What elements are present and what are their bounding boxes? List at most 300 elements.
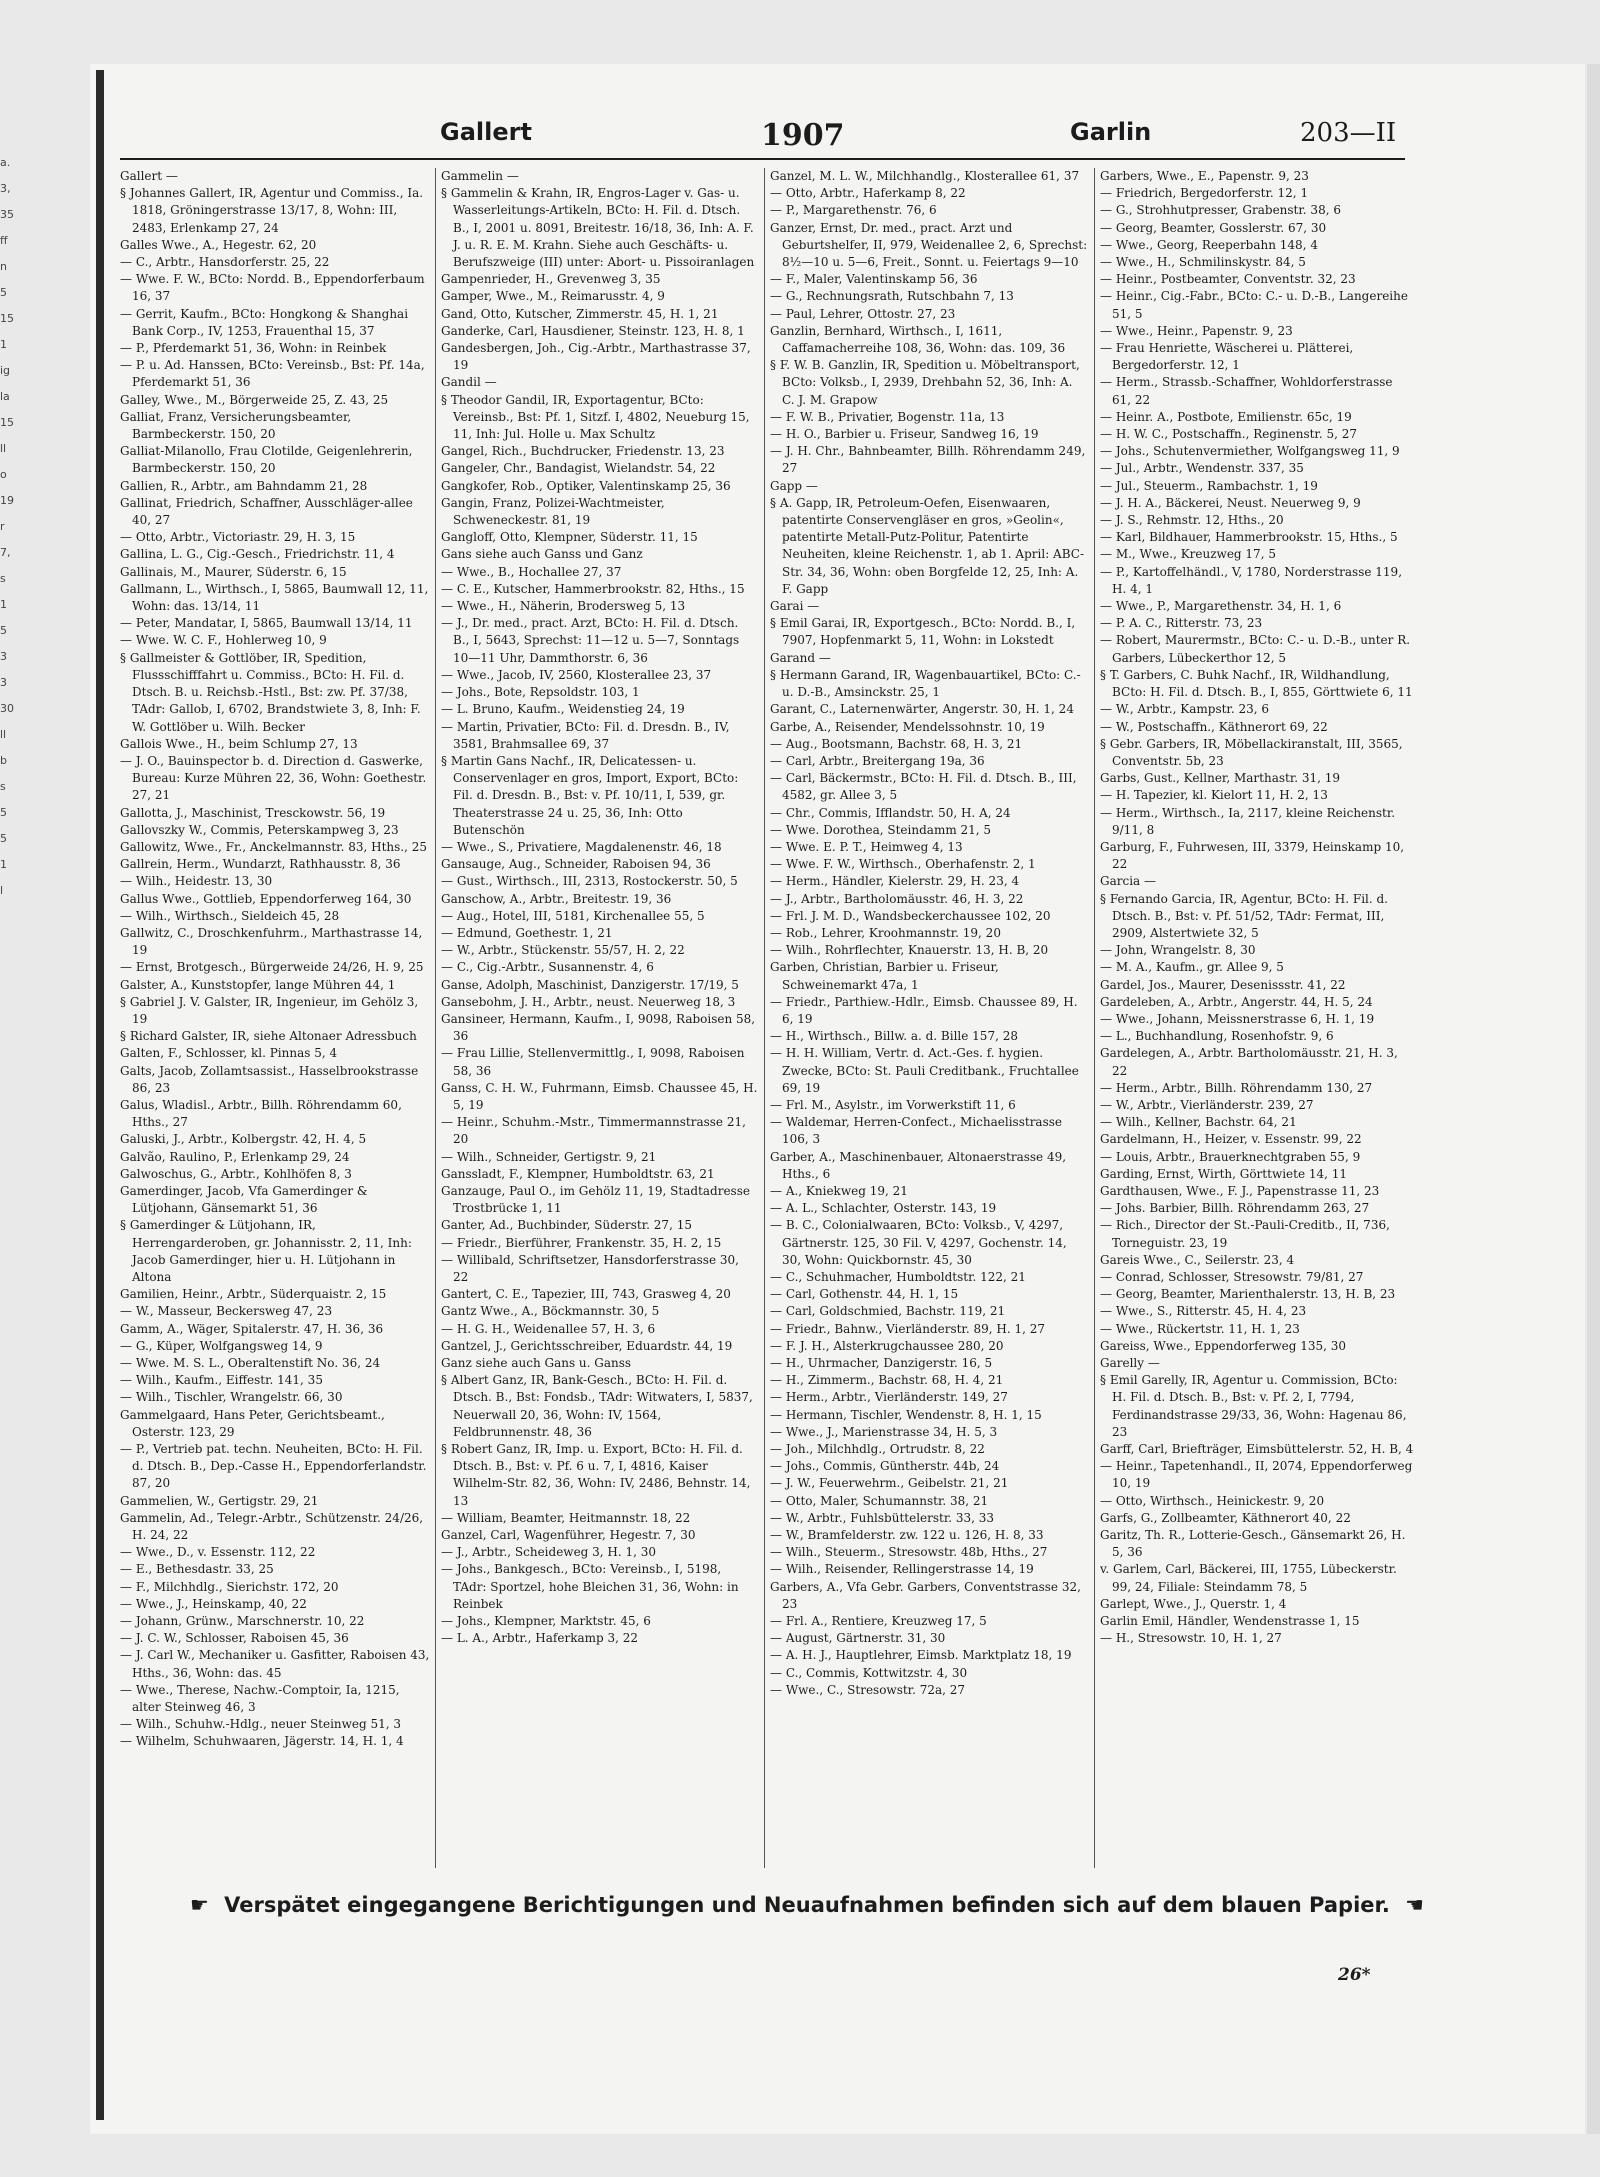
column-divider <box>435 168 436 1868</box>
margin-fragment: 5 <box>0 806 7 819</box>
directory-entry: Gallien, R., Arbtr., am Bahndamm 21, 28 <box>120 478 368 493</box>
directory-entry: — Wilh., Schuhw.-Hdlg., neuer Steinweg 51, 3 <box>120 1717 402 1732</box>
directory-entry: — Robert, Maurermstr., BCto: C.- u. D.-B., unter R. Garbers, Lübeckerthor 12, 5 <box>1100 633 1411 665</box>
margin-fragment: 3 <box>0 650 7 663</box>
directory-entry: Garding, Ernst, Wirth, Görttwiete 14, 11 <box>1100 1166 1348 1181</box>
facing-page-margin <box>0 150 20 1900</box>
directory-entry: — J. H. A., Bäckerei, Neust. Neuerweg 9, 9 <box>1100 495 1361 510</box>
directory-entry: — Karl, Bildhauer, Hammerbrookstr. 15, Hths., 5 <box>1100 530 1398 545</box>
directory-entry: Garff, Carl, Briefträger, Eimsbüttelerstr. 52, H. B, 4 <box>1100 1442 1414 1457</box>
directory-entry: Galvão, Raulino, P., Erlenkamp 29, 24 <box>120 1149 350 1164</box>
directory-entry: — Otto, Maler, Schumannstr. 38, 21 <box>770 1493 989 1508</box>
directory-entry: Ganssladt, F., Klempner, Humboldtstr. 63, 21 <box>441 1166 715 1181</box>
directory-entry: — P., Pferdemarkt 51, 36, Wohn: in Reinbek <box>120 341 387 356</box>
directory-entry: — Carl, Goldschmied, Bachstr. 119, 21 <box>770 1304 1006 1319</box>
directory-entry: — Wilh., Steuerm., Stresowstr. 48b, Hths., 27 <box>770 1545 1048 1560</box>
directory-entry: Ganter, Ad., Buchbinder, Süderstr. 27, 15 <box>441 1218 692 1233</box>
directory-entry: v. Garlem, Carl, Bäckerei, III, 1755, Lübeckerstr. 99, 24, Filiale: Steindamm 78, 5 <box>1100 1562 1397 1594</box>
directory-entry: — Wwe., H., Näherin, Brodersweg 5, 13 <box>441 599 686 614</box>
directory-entry: — Heinr., Postbeamter, Conventstr. 32, 23 <box>1100 272 1356 287</box>
directory-entry: — Wwe., D., v. Essenstr. 112, 22 <box>120 1545 316 1560</box>
directory-entry: — H., Zimmerm., Bachstr. 68, H. 4, 21 <box>770 1373 1004 1388</box>
directory-entry: Galten, F., Schlosser, kl. Pinnas 5, 4 <box>120 1046 338 1061</box>
directory-entry: — Wwe., P., Margarethenstr. 34, H. 1, 6 <box>1100 599 1342 614</box>
directory-entry: — M., Wwe., Kreuzweg 17, 5 <box>1100 547 1276 562</box>
directory-entry: Gallinais, M., Maurer, Süderstr. 6, 15 <box>120 564 347 579</box>
directory-entry: — Jul., Steuerm., Rambachstr. 1, 19 <box>1100 478 1318 493</box>
directory-entry: Ganss, C. H. W., Fuhrmann, Eimsb. Chaussee 45, H. 5, 19 <box>441 1080 758 1112</box>
directory-entry: — Joh., Milchhdlg., Ortrudstr. 8, 22 <box>770 1442 985 1457</box>
directory-entry: — Herm., Arbtr., Vierländerstr. 149, 27 <box>770 1390 1008 1405</box>
directory-entry: Gandesbergen, Joh., Cig.-Arbtr., Marthastrasse 37, 19 <box>441 341 751 373</box>
directory-entry: — H. G. H., Weidenallee 57, H. 3, 6 <box>441 1321 656 1336</box>
directory-entry: Gardeleben, A., Arbtr., Angerstr. 44, H. 5, 24 <box>1100 994 1373 1009</box>
directory-entry: — J. Carl W., Mechaniker u. Gasfitter, Raboisen 43, Hths., 36, Wohn: das. 45 <box>120 1648 430 1680</box>
directory-entry: — Otto, Wirthsch., Heinickestr. 9, 20 <box>1100 1493 1325 1508</box>
column-divider <box>764 168 765 1868</box>
firm-entry: § Emil Garelly, IR, Agentur u. Commission, BCto: H. Fil. d. Dtsch. B., Bst: v. Pf. 2, I, 7794, Ferdinandstrasse 29/33, 36, Wohn: Hagenau 86, 23 <box>1100 1373 1407 1439</box>
directory-entry: — Georg, Beamter, Marienthalerstr. 13, H. B, 23 <box>1100 1287 1396 1302</box>
directory-entry: — P. u. Ad. Hanssen, BCto: Vereinsb., Bst: Pf. 14a, Pferdemarkt 51, 36 <box>120 358 425 390</box>
directory-entry: — Wilh., Rohrflechter, Knauerstr. 13, H. B, 20 <box>770 943 1049 958</box>
directory-entry: — C., Cig.-Arbtr., Susannenstr. 4, 6 <box>441 960 654 975</box>
directory-entry: Galus, Wladisl., Arbtr., Billh. Röhrendamm 60, Hths., 27 <box>120 1097 402 1130</box>
directory-entry: Gans siehe auch Ganss und Ganz <box>441 547 643 562</box>
margin-fragment: 5 <box>0 832 7 845</box>
directory-entry: — Wwe. E. P. T., Heimweg 4, 13 <box>770 839 963 854</box>
directory-entry: — Carl, Gothenstr. 44, H. 1, 15 <box>770 1287 959 1302</box>
directory-entry: Gallert — <box>120 169 178 183</box>
directory-entry: Garbers, Wwe., E., Papenstr. 9, 23 <box>1100 169 1309 183</box>
firm-entry: § Gabriel J. V. Galster, IR, Ingenieur, im Gehölz 3, 19 <box>120 994 419 1026</box>
directory-entry: Gallovszky W., Commis, Peterskampweg 3, 23 <box>120 822 399 837</box>
directory-entry: — Johs., Klempner, Marktstr. 45, 6 <box>441 1614 651 1629</box>
directory-entry: Galliat-Milanollo, Frau Clotilde, Geigenlehrerin, Barmbeckerstr. 150, 20 <box>120 444 413 476</box>
margin-fragment: 19 <box>0 494 14 507</box>
directory-entry: Gamm, A., Wäger, Spitalerstr. 47, H. 36, 36 <box>120 1321 384 1336</box>
directory-entry: — F., Maler, Valentinskamp 56, 36 <box>770 272 978 287</box>
directory-entry: — J. H. Chr., Bahnbeamter, Billh. Röhrendamm 249, 27 <box>770 444 1086 476</box>
directory-entry: — Otto, Arbtr., Victoriastr. 29, H. 3, 15 <box>120 530 356 545</box>
directory-entry: Gallotta, J., Maschinist, Tresckowstr. 56, 19 <box>120 805 386 820</box>
directory-entry: — Wilh., Heidestr. 13, 30 <box>120 874 273 889</box>
directory-entry: — W., Postschaffn., Käthnerort 69, 22 <box>1100 719 1328 734</box>
directory-entry: — J., Arbtr., Scheideweg 3, H. 1, 30 <box>441 1545 657 1560</box>
directory-entry: Gammelin, Ad., Telegr.-Arbtr., Schützenstr. 24/26, H. 24, 22 <box>120 1510 424 1543</box>
directory-entry: Gallmann, L., Wirthsch., I, 5865, Baumwall 12, 11, Wohn: das. 13/14, 11 <box>120 581 429 614</box>
directory-entry: — P., Vertrieb pat. techn. Neuheiten, BCto: H. Fil. d. Dtsch. B., Dep.-Casse H., Eppendorferlandstr. 87, 20 <box>120 1442 427 1491</box>
margin-fragment: 1 <box>0 858 7 871</box>
directory-entry: — Johs., Bote, Repsoldstr. 103, 1 <box>441 685 640 700</box>
header-last-name: Garlin <box>1070 118 1152 146</box>
directory-entry: — Friedr., Parthiew.-Hdlr., Eimsb. Chaussee 89, H. 6, 19 <box>770 994 1078 1026</box>
directory-entry: — Wwe. M. S. L., Oberaltenstift No. 36, 24 <box>120 1356 381 1371</box>
margin-fragment: 3, <box>0 182 11 195</box>
firm-entry: § Richard Galster, IR, siehe Altonaer Adressbuch <box>120 1029 417 1044</box>
signature-mark: 26* <box>1338 1965 1371 1985</box>
firm-entry: § F. W. B. Ganzlin, IR, Spedition u. Möbeltransport, BCto: Volksb., I, 2939, Drehbahn 52, 36, Inh: A. C. J. M. Grapow <box>770 358 1080 407</box>
directory-entry: Gallus Wwe., Gottlieb, Eppendorferweg 164, 30 <box>120 891 412 906</box>
directory-entry: — Otto, Arbtr., Haferkamp 8, 22 <box>770 186 966 201</box>
directory-entry: Ganschow, A., Arbtr., Breitestr. 19, 36 <box>441 891 672 906</box>
directory-entry: — Waldemar, Herren-Confect., Michaelisstrasse 106, 3 <box>770 1115 1063 1147</box>
directory-entry: Gammelien, W., Gertigstr. 29, 21 <box>120 1493 319 1508</box>
directory-entry: — J., Dr. med., pract. Arzt, BCto: H. Fil. d. Dtsch. B., I, 5643, Sprechst: 11—12 u. 5—7, Sonntags 10—11 Uhr, Dammthorstr. 6, 36 <box>441 616 740 665</box>
directory-entry: Garbs, Gust., Kellner, Marthastr. 31, 19 <box>1100 771 1341 786</box>
directory-entry: Gallrein, Herm., Wundarzt, Rathhausstr. 8, 36 <box>120 857 401 872</box>
directory-entry: — Conrad, Schlosser, Stresowstr. 79/81, 27 <box>1100 1270 1364 1284</box>
directory-entry: Gardelegen, A., Arbtr. Bartholomäusstr. 21, H. 3, 22 <box>1100 1046 1398 1078</box>
directory-entry: — Carl, Arbtr., Breitergang 19a, 36 <box>770 753 985 768</box>
directory-entry: — Wwe., Therese, Nachw.-Comptoir, Ia, 1215, alter Steinweg 46, 3 <box>120 1682 400 1715</box>
directory-entry: — Johs., Commis, Güntherstr. 44b, 24 <box>770 1459 1000 1474</box>
directory-entry: — L. A., Arbtr., Haferkamp 3, 22 <box>441 1631 639 1646</box>
directory-entry: Gangloff, Otto, Klempner, Süderstr. 11, 15 <box>441 530 698 545</box>
directory-entry: Garelly — <box>1100 1356 1160 1371</box>
margin-fragment: l <box>0 884 4 897</box>
firm-entry: § T. Garbers, C. Buhk Nachf., IR, Wildhandlung, BCto: H. Fil. d. Dtsch. B., I, 855, Görttwiete 6, 11 <box>1100 667 1413 700</box>
directory-entry: Gandil — <box>441 375 497 390</box>
directory-entry: Ganzel, Carl, Wagenführer, Hegestr. 7, 30 <box>441 1528 696 1543</box>
margin-fragment: ff <box>0 234 8 247</box>
directory-entry: — Johs. Barbier, Billh. Röhrendamm 263, 27 <box>1100 1201 1370 1216</box>
directory-entry: Gammelin — <box>441 169 519 183</box>
directory-entry: — Wwe., J., Heinskamp, 40, 22 <box>120 1596 307 1611</box>
directory-entry: Garant, C., Laternenwärter, Angerstr. 30, H. 1, 24 <box>770 702 1074 717</box>
directory-entry: — Jul., Arbtr., Wendenstr. 337, 35 <box>1100 461 1304 476</box>
directory-entry: Galts, Jacob, Zollamtsassist., Hasselbrookstrasse 86, 23 <box>120 1063 419 1095</box>
directory-entry: — Willibald, Schriftsetzer, Hansdorferstrasse 30, 22 <box>441 1252 739 1284</box>
margin-fragment: ig <box>0 364 11 377</box>
directory-entry: Garfs, G., Zollbeamter, Käthnerort 40, 22 <box>1100 1510 1351 1525</box>
directory-entry: — Wwe., J., Marienstrasse 34, H. 5, 3 <box>770 1424 998 1439</box>
margin-fragment: 35 <box>0 208 14 221</box>
page-edge <box>1587 64 1600 2134</box>
margin-fragment: 30 <box>0 702 14 715</box>
directory-entry: — J., Arbtr., Bartholomäusstr. 46, H. 3, 22 <box>770 891 1024 906</box>
directory-entry: Garber, A., Maschinenbauer, Altonaerstrasse 49, Hths., 6 <box>770 1149 1067 1181</box>
directory-entry: — W., Arbtr., Vierländerstr. 239, 27 <box>1100 1097 1314 1112</box>
directory-entry: Gallowitz, Wwe., Fr., Anckelmannstr. 83, Hths., 25 <box>120 839 427 854</box>
margin-fragment: 1 <box>0 338 7 351</box>
firm-entry: § Hermann Garand, IR, Wagenbauartikel, BCto: C.- u. D.-B., Amsinckstr. 25, 1 <box>770 667 1081 700</box>
directory-entry: — C., Commis, Kottwitzstr. 4, 30 <box>770 1665 968 1680</box>
directory-entry: Gantert, C. E., Tapezier, III, 743, Grasweg 4, 20 <box>441 1287 731 1302</box>
pointing-hand-icon: ☛ <box>190 1893 209 1917</box>
directory-entry: Garlept, Wwe., J., Querstr. 1, 4 <box>1100 1596 1287 1611</box>
directory-entry: — Gust., Wirthsch., III, 2313, Rostockerstr. 50, 5 <box>441 874 738 889</box>
header-rule <box>120 158 1405 160</box>
directory-entry: — A., Kniekweg 19, 21 <box>770 1183 908 1198</box>
margin-fragment: n <box>0 260 7 273</box>
directory-entry: Gangkofer, Rob., Optiker, Valentinskamp 25, 36 <box>441 478 731 493</box>
directory-entry: — C., Schuhmacher, Humboldtstr. 122, 21 <box>770 1270 1026 1284</box>
directory-entry: — Frl. M., Asylstr., im Vorwerkstift 11, 6 <box>770 1097 1016 1112</box>
firm-entry: § Gebr. Garbers, IR, Möbellackiranstalt, III, 3565, Conventstr. 5b, 23 <box>1100 736 1403 768</box>
directory-entry: — G., Rechnungsrath, Rutschbahn 7, 13 <box>770 289 1014 304</box>
directory-entry: — Aug., Bootsmann, Bachstr. 68, H. 3, 21 <box>770 736 1023 751</box>
directory-entry: Galuski, J., Arbtr., Kolbergstr. 42, H. 4, 5 <box>120 1132 367 1147</box>
directory-entry: Gareis Wwe., C., Seilerstr. 23, 4 <box>1100 1252 1295 1267</box>
directory-entry: Gampenrieder, H., Grevenweg 3, 35 <box>441 272 661 287</box>
directory-entry: — Wwe. F. W., Wirthsch., Oberhafenstr. 2, 1 <box>770 857 1036 872</box>
directory-entry: Gansebohm, J. H., Arbtr., neust. Neuerweg 18, 3 <box>441 994 736 1009</box>
directory-entry: — Friedrich, Bergedorferstr. 12, 1 <box>1100 186 1309 201</box>
firm-entry: § Gallmeister & Gottlöber, IR, Spedition, Flussschifffahrt u. Commiss., BCto: H. Fil. d. Dtsch. B. u. Reichsb.-Hstl., Bst: zw. Pf. 37/38, TAdr: Gallob, I, 6702, Brandstwiete 3, 8, Inh: F. W. Gottlöber u. Wilh. Becker <box>120 650 421 734</box>
directory-entry: — F., Milchhdlg., Sierichstr. 172, 20 <box>120 1579 339 1594</box>
directory-entry: — P., Margarethenstr. 76, 6 <box>770 203 937 218</box>
directory-entry: Garburg, F., Fuhrwesen, III, 3379, Heinskamp 10, 22 <box>1100 839 1405 872</box>
directory-entry: — J. W., Feuerwehrm., Geibelstr. 21, 21 <box>770 1476 1009 1491</box>
margin-fragment: a. <box>0 156 11 169</box>
directory-entry: — Rob., Lehrer, Kroohmannstr. 19, 20 <box>770 925 1001 940</box>
directory-entry: Gareiss, Wwe., Eppendorferweg 135, 30 <box>1100 1338 1347 1353</box>
directory-entry: — M. A., Kaufm., gr. Allee 9, 5 <box>1100 960 1284 975</box>
directory-entry: — Friedr., Bierführer, Frankenstr. 35, H. 2, 15 <box>441 1235 722 1250</box>
margin-fragment: la <box>0 390 10 403</box>
directory-entry: — Wwe., Heinr., Papenstr. 9, 23 <box>1100 323 1293 338</box>
directory-entry: Gand, Otto, Kutscher, Zimmerstr. 45, H. 1, 21 <box>441 306 719 321</box>
directory-entry: Gapp — <box>770 478 818 493</box>
directory-entry: — Frl. A., Rentiere, Kreuzweg 17, 5 <box>770 1614 987 1629</box>
directory-entry: — Wilh., Reisender, Rellingerstrasse 14, 19 <box>770 1562 1034 1577</box>
directory-entry: — Wilh., Schneider, Gertigstr. 9, 21 <box>441 1149 657 1164</box>
directory-entry: — Herm., Strassb.-Schaffner, Wohldorferstrasse 61, 22 <box>1100 375 1393 407</box>
directory-entry: — W., Arbtr., Stückenstr. 55/57, H. 2, 22 <box>441 943 685 958</box>
firm-entry: § Theodor Gandil, IR, Exportagentur, BCto: Vereinsb., Bst: Pf. 1, Sitzf. I, 4802, Neueburg 15, 11, Inh: Jul. Holle u. Max Schultz <box>441 392 750 442</box>
directory-entry: — Wwe., Rückertstr. 11, H. 1, 23 <box>1100 1321 1300 1336</box>
directory-entry: — Edmund, Goethestr. 1, 21 <box>441 925 613 940</box>
directory-entry: — H. O., Barbier u. Friseur, Sandweg 16, 19 <box>770 427 1039 442</box>
firm-entry: § Emil Garai, IR, Exportgesch., BCto: Nordd. B., I, 7907, Hopfenmarkt 5, 11, Wohn: in Lokstedt <box>770 616 1076 648</box>
directory-entry: Galliat, Franz, Versicherungsbeamter, Barmbeckerstr. 150, 20 <box>120 409 352 442</box>
margin-fragment: o <box>0 468 7 481</box>
directory-entry: Gamilien, Heinr., Arbtr., Süderquaistr. 2, 15 <box>120 1287 387 1302</box>
directory-entry: Galles Wwe., A., Hegestr. 62, 20 <box>120 237 317 252</box>
column-divider <box>1094 168 1095 1868</box>
directory-entry: Galwoschus, G., Arbtr., Kohlhöfen 8, 3 <box>120 1166 352 1181</box>
directory-entry: — Wwe., C., Stresowstr. 72a, 27 <box>770 1682 966 1697</box>
directory-entry: — Martin, Privatier, BCto: Fil. d. Dresdn. B., IV, 3581, Brahmsallee 69, 37 <box>441 719 730 751</box>
column-2 <box>441 168 758 1868</box>
directory-entry: — Louis, Arbtr., Brauerknechtgraben 55, 9 <box>1100 1149 1361 1164</box>
directory-entry: Galley, Wwe., M., Börgerweide 25, Z. 43, 25 <box>120 392 389 407</box>
directory-entry: — Wwe., Johann, Meissnerstrasse 6, H. 1, 19 <box>1100 1011 1375 1026</box>
margin-fragment: 3 <box>0 676 7 689</box>
directory-entry: — Wwe. Dorothea, Steindamm 21, 5 <box>770 822 992 837</box>
directory-entry: — H. H. William, Vertr. d. Act.-Ges. f. hygien. Zwecke, BCto: St. Pauli Creditbank., Fruchtallee 69, 19 <box>770 1046 1079 1095</box>
directory-entry: Gammelgaard, Hans Peter, Gerichtsbeamt., Osterstr. 123, 29 <box>120 1407 385 1439</box>
directory-entry: Garbe, A., Reisender, Mendelssohnstr. 10, 19 <box>770 719 1045 734</box>
directory-entry: — Herm., Händler, Kielerstr. 29, H. 23, 4 <box>770 874 1020 889</box>
directory-entry: — Johann, Grünw., Marschnerstr. 10, 22 <box>120 1614 365 1629</box>
directory-entry: Garitz, Th. R., Lotterie-Gesch., Gänsemarkt 26, H. 5, 36 <box>1100 1528 1406 1560</box>
directory-entry: — Herm., Wirthsch., Ia, 2117, kleine Reichenstr. 9/11, 8 <box>1100 805 1396 837</box>
directory-entry: Gansauge, Aug., Schneider, Raboisen 94, 36 <box>441 857 711 872</box>
directory-entry: Galster, A., Kunststopfer, lange Mühren 44, 1 <box>120 977 396 992</box>
directory-entry: — H., Wirthsch., Billw. a. d. Bille 157, 28 <box>770 1029 1018 1044</box>
margin-fragment: 15 <box>0 416 14 429</box>
directory-entry: — C. E., Kutscher, Hammerbrookstr. 82, Hths., 15 <box>441 581 745 596</box>
directory-entry: — G., Küper, Wolfgangsweg 14, 9 <box>120 1338 323 1353</box>
directory-entry: Ganz siehe auch Gans u. Ganss <box>441 1356 632 1371</box>
directory-entry: — Wwe., Georg, Reeperbahn 148, 4 <box>1100 237 1318 252</box>
header-year: 1907 <box>761 118 845 153</box>
directory-entry: — Georg, Beamter, Gosslerstr. 67, 30 <box>1100 220 1327 235</box>
firm-entry: § Martin Gans Nachf., IR, Delicatessen- u. Conservenlager en gros, Import, Export, BCto: Fil. d. Dresdn. B., Bst: v. Pf. 10/11, I, 539, gr. Theaterstrasse 24 u. 25, 36, Inh: Otto Butenschön <box>441 753 739 837</box>
directory-entry: Gangin, Franz, Polizei-Wachtmeister, Schweneckestr. 81, 19 <box>441 495 665 528</box>
directory-entry: — Heinr., Tapetenhandl., II, 2074, Eppendorferweg 10, 19 <box>1100 1459 1413 1491</box>
directory-entry: Gantz Wwe., A., Böckmannstr. 30, 5 <box>441 1304 660 1319</box>
footer-notice-text: Verspätet eingegangene Berichtigungen und Neuaufnahmen befinden sich auf dem blauen Papier. <box>224 1893 1390 1917</box>
directory-entry: Gallina, L. G., Cig.-Gesch., Friedrichstr. 11, 4 <box>120 547 395 562</box>
directory-entry: — Carl, Bäckermstr., BCto: H. Fil. d. Dtsch. B., III, 4582, gr. Allee 3, 5 <box>770 771 1077 803</box>
directory-entry: Garben, Christian, Barbier u. Friseur, Schweinemarkt 47a, 1 <box>770 960 999 992</box>
margin-fragment: s <box>0 780 6 793</box>
directory-entry: Gangeler, Chr., Bandagist, Wielandstr. 54, 22 <box>441 461 716 476</box>
directory-entry: — P. A. C., Ritterstr. 73, 23 <box>1100 616 1263 631</box>
directory-entry: Garlin Emil, Händler, Wendenstrasse 1, 15 <box>1100 1614 1360 1629</box>
firm-entry: § Fernando Garcia, IR, Agentur, BCto: H. Fil. d. Dtsch. B., Bst: v. Pf. 51/52, TAdr: Fermat, III, 2909, Alstertwiete 32, 5 <box>1100 891 1388 940</box>
directory-entry: — Frl. J. M. D., Wandsbeckerchaussee 102, 20 <box>770 908 1051 923</box>
directory-entry: — Johs., Bankgesch., BCto: Vereinsb., I, 5198, TAdr: Sportzel, hohe Bleichen 31, 36, Wohn: in Reinbek <box>441 1562 739 1611</box>
column-4 <box>1100 168 1415 1868</box>
directory-entry: — Wwe. W. C. F., Hohlerweg 10, 9 <box>120 633 327 648</box>
directory-entry: — Chr., Commis, Ifflandstr. 50, H. A, 24 <box>770 805 1011 820</box>
directory-entry: — Wilhelm, Schuhwaaren, Jägerstr. 14, H. 1, 4 <box>120 1734 404 1749</box>
directory-entry: — Rich., Director der St.-Pauli-Creditb., II, 736, Torneguistr. 23, 19 <box>1100 1218 1390 1250</box>
directory-entry: — Paul, Lehrer, Ottostr. 27, 23 <box>770 306 956 321</box>
directory-entry: — H. Tapezier, kl. Kielort 11, H. 2, 13 <box>1100 788 1328 803</box>
directory-entry: Garand — <box>770 650 831 665</box>
directory-entry: — Johs., Schutenvermiether, Wolfgangsweg 11, 9 <box>1100 444 1400 459</box>
directory-entry: — Wwe., Jacob, IV, 2560, Klosterallee 23, 37 <box>441 667 712 682</box>
directory-entry: — August, Gärtnerstr. 31, 30 <box>770 1631 946 1646</box>
directory-entry: Ganzlin, Bernhard, Wirthsch., I, 1611, Caffamacherreihe 108, 36, Wohn: das. 109, 36 <box>770 323 1066 356</box>
directory-entry: — William, Beamter, Heitmannstr. 18, 22 <box>441 1510 691 1525</box>
firm-entry: § Robert Ganz, IR, Imp. u. Export, BCto: H. Fil. d. Dtsch. B., Bst: v. Pf. 6 u. 7, I, 4816, Kaiser Wilhelm-Str. 82, 36, Wohn: IV, 2486, Behnstr. 14, 13 <box>441 1442 751 1508</box>
directory-entry: — Ernst, Brotgesch., Bürgerweide 24/26, H. 9, 25 <box>120 960 424 975</box>
footer-notice <box>190 1893 1490 1933</box>
directory-columns <box>120 168 1415 1868</box>
directory-entry: — Herm., Arbtr., Billh. Röhrendamm 130, 27 <box>1100 1080 1373 1095</box>
directory-entry: Gardthausen, Wwe., F. J., Papenstrasse 11, 23 <box>1100 1183 1380 1198</box>
directory-entry: — Hermann, Tischler, Wendenstr. 8, H. 1, 15 <box>770 1407 1042 1422</box>
directory-entry: — W., Bramfelderstr. zw. 122 u. 126, H. 8, 33 <box>770 1528 1044 1543</box>
directory-entry: — A. H. J., Hauptlehrer, Eimsb. Marktplatz 18, 19 <box>770 1648 1072 1663</box>
directory-entry: — Gerrit, Kaufm., BCto: Hongkong & Shanghai Bank Corp., IV, 1253, Frauenthal 15, 37 <box>120 306 409 338</box>
directory-entry: — Aug., Hotel, III, 5181, Kirchenallee 55, 5 <box>441 908 705 923</box>
directory-entry: Ganzauge, Paul O., im Gehölz 11, 19, Stadtadresse Trostbrücke 1, 11 <box>441 1183 750 1216</box>
directory-entry: — Wwe., S., Ritterstr. 45, H. 4, 23 <box>1100 1304 1307 1319</box>
directory-entry: Ganzel, M. L. W., Milchhandlg., Klosterallee 61, 37 <box>770 169 1080 183</box>
firm-entry: § A. Gapp, IR, Petroleum-Oefen, Eisenwaaren, patentirte Conservengläser en gros, »Geolin«, patentirte Metall-Putz-Politur, Patentirte Neuheiten, kleine Reichenstr. 1, ab 1. April: ABC-Str. 34, 36, Wohn: oben Borgfelde 12, 25, Inh: A. F. Gapp <box>770 495 1084 596</box>
directory-entry: Garbers, A., Vfa Gebr. Garbers, Conventstrasse 32, 23 <box>770 1579 1081 1611</box>
margin-fragment: r <box>0 520 5 533</box>
directory-entry: Gardel, Jos., Maurer, Desenissstr. 41, 22 <box>1100 977 1346 992</box>
directory-entry: — G., Strohhutpresser, Grabenstr. 38, 6 <box>1100 203 1341 218</box>
directory-entry: — C., Arbtr., Hansdorferstr. 25, 22 <box>120 255 330 270</box>
firm-entry: § Johannes Gallert, IR, Agentur und Commiss., Ia. 1818, Gröningerstrasse 13/17, 8, Wohn: III, 2483, Erlenkamp 27, 24 <box>120 186 424 235</box>
directory-entry: — Peter, Mandatar, I, 5865, Baumwall 13/14, 11 <box>120 616 413 631</box>
directory-entry: Gamerdinger, Jacob, Vfa Gamerdinger & Lütjohann, Gänsemarkt 51, 36 <box>120 1183 368 1216</box>
margin-fragment: ll <box>0 442 7 455</box>
directory-entry: — Wwe., H., Schmilinskystr. 84, 5 <box>1100 255 1306 270</box>
firm-entry: § Gamerdinger & Lütjohann, IR, Herrengarderoben, gr. Johannisstr. 2, 11, Inh: Jacob Gamerdinger, hier u. H. Lütjohann in Altona <box>120 1218 412 1284</box>
directory-entry: — W., Arbtr., Fuhlsbüttelerstr. 33, 33 <box>770 1510 995 1525</box>
directory-entry: — L. Bruno, Kaufm., Weidenstieg 24, 19 <box>441 702 685 717</box>
margin-fragment: 5 <box>0 624 7 637</box>
directory-entry: — H., Stresowstr. 10, H. 1, 27 <box>1100 1631 1282 1646</box>
column-1 <box>120 168 430 1868</box>
directory-entry: — J. C. W., Schlosser, Raboisen 45, 36 <box>120 1631 349 1646</box>
directory-entry: — H. W. C., Postschaffn., Reginenstr. 5, 27 <box>1100 427 1357 442</box>
firm-entry: § Gammelin & Krahn, IR, Engros-Lager v. Gas- u. Wasserleitungs-Artikeln, BCto: H. Fil. d. Dtsch. B., I, 2001 u. 8091, Breitestr. 16/18, 36, Inh: A. F. J. u. R. E. M. Krahn. Siehe auch Geschäfts- u. Berufszweige (III) unter: Abort- u. Pissoiranlagen <box>441 186 755 270</box>
directory-entry: Garcia — <box>1100 874 1157 889</box>
pointing-hand-icon: ☚ <box>1405 1893 1424 1917</box>
directory-entry: Gamper, Wwe., M., Reimarusstr. 4, 9 <box>441 289 665 304</box>
directory-entry: — J. O., Bauinspector b. d. Direction d. Gaswerke, Bureau: Kurze Mühren 22, 36, Wohn: Goethestr. 27, 21 <box>120 753 427 803</box>
directory-entry: — B. C., Colonialwaaren, BCto: Volksb., V, 4297, Gärtnerstr. 125, 30 Fil. V, 4297, Gochenstr. 14, 30, Wohn: Quickbornstr. 45, 30 <box>770 1218 1067 1267</box>
firm-entry: § Albert Ganz, IR, Bank-Gesch., BCto: H. Fil. d. Dtsch. B., Bst: Fondsb., TAdr: Witwaters, I, 5837, Neuerwall 20, 36, Wohn: IV, 1564, Feldbrunnenstr. 48, 36 <box>441 1373 753 1439</box>
directory-entry: — Friedr., Bahnw., Vierländerstr. 89, H. 1, 27 <box>770 1321 1046 1336</box>
directory-entry: — E., Bethesdastr. 33, 25 <box>120 1562 274 1577</box>
directory-entry: — Heinr., Cig.-Fabr., BCto: C.- u. D.-B., Langereihe 51, 5 <box>1100 289 1408 321</box>
directory-entry: — J. S., Rehmstr. 12, Hths., 20 <box>1100 513 1284 528</box>
directory-entry: — F. W. B., Privatier, Bogenstr. 11a, 13 <box>770 409 1005 424</box>
margin-fragment: 15 <box>0 312 14 325</box>
margin-fragment: s <box>0 572 6 585</box>
directory-entry: Garai — <box>770 599 820 614</box>
directory-entry: Gangel, Rich., Buchdrucker, Friedenstr. 13, 23 <box>441 444 725 459</box>
book-spine <box>96 70 104 2120</box>
margin-fragment: 5 <box>0 286 7 299</box>
directory-entry: Ganderke, Carl, Hausdiener, Steinstr. 123, H. 8, 1 <box>441 323 745 338</box>
directory-entry: — Wwe., B., Hochallee 27, 37 <box>441 564 622 579</box>
directory-entry: Gallois Wwe., H., beim Schlump 27, 13 <box>120 736 358 751</box>
directory-entry: Gallinat, Friedrich, Schaffner, Ausschläger-allee 40, 27 <box>120 495 413 528</box>
directory-entry: Gardelmann, H., Heizer, v. Essenstr. 99, 22 <box>1100 1132 1362 1147</box>
directory-entry: Ganzer, Ernst, Dr. med., pract. Arzt und Geburtshelfer, II, 979, Weidenallee 2, 6, Sprechst: 8½—10 u. 5—6, Freit., Sonnt. u. Feiertags 9—10 <box>770 220 1088 270</box>
directory-entry: — W., Masseur, Beckersweg 47, 23 <box>120 1304 333 1319</box>
directory-entry: — Frau Lillie, Stellenvermittlg., I, 9098, Raboisen 58, 36 <box>441 1046 745 1078</box>
directory-entry: — Wilh., Kaufm., Eiffestr. 141, 35 <box>120 1373 323 1388</box>
directory-entry: — H., Uhrmacher, Danzigerstr. 16, 5 <box>770 1356 993 1371</box>
directory-entry: Gantzel, J., Gerichtsschreiber, Eduardstr. 44, 19 <box>441 1338 733 1353</box>
margin-fragment: 1 <box>0 598 7 611</box>
directory-entry: — John, Wrangelstr. 8, 30 <box>1100 943 1256 958</box>
page-header <box>120 118 1575 158</box>
margin-fragment: 7, <box>0 546 11 559</box>
header-page-number: 203—II <box>1300 118 1397 148</box>
directory-entry: — W., Arbtr., Kampstr. 23, 6 <box>1100 702 1270 717</box>
directory-entry: — Wilh., Kellner, Bachstr. 64, 21 <box>1100 1115 1297 1130</box>
directory-entry: — F. J. H., Alsterkrugchaussee 280, 20 <box>770 1338 1004 1353</box>
directory-entry: Gansineer, Hermann, Kaufm., I, 9098, Raboisen 58, 36 <box>441 1011 756 1044</box>
directory-entry: Ganse, Adolph, Maschinist, Danzigerstr. 17/19, 5 <box>441 977 739 992</box>
directory-entry: — A. L., Schlachter, Osterstr. 143, 19 <box>770 1201 997 1216</box>
directory-entry: Gallwitz, C., Droschkenfuhrm., Marthastrasse 14, 19 <box>120 925 423 958</box>
directory-entry: — P., Kartoffelhändl., V, 1780, Norderstrasse 119, H. 4, 1 <box>1100 564 1403 596</box>
directory-entry: — L., Buchhandlung, Rosenhofstr. 9, 6 <box>1100 1029 1334 1044</box>
header-first-name: Gallert <box>440 118 532 146</box>
directory-entry: — Wilh., Wirthsch., Sieldeich 45, 28 <box>120 908 340 923</box>
margin-fragment: b <box>0 754 7 767</box>
directory-entry: — Heinr. A., Postbote, Emilienstr. 65c, 19 <box>1100 409 1352 424</box>
margin-fragment: ll <box>0 728 7 741</box>
directory-entry: — Heinr., Schuhm.-Mstr., Timmermannstrasse 21, 20 <box>441 1115 746 1147</box>
directory-entry: — Wwe. F. W., BCto: Nordd. B., Eppendorferbaum 16, 37 <box>120 272 425 304</box>
